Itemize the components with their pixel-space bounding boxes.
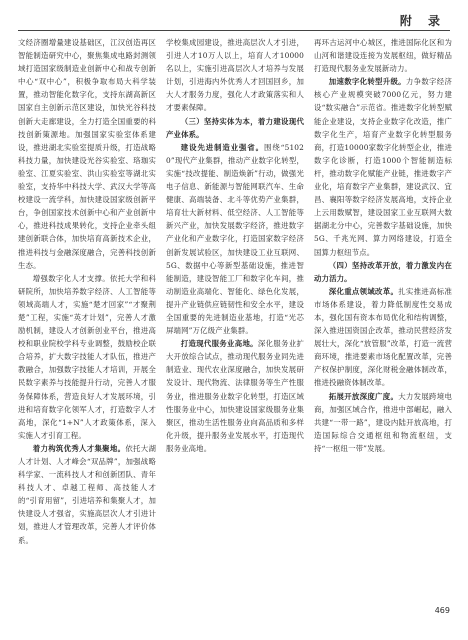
column-left (18, 36, 156, 598)
paragraph (18, 36, 156, 272)
paragraph-text: 增强数字化人才支撑。依托大学和科研院所，加快培养数字经济、人工智能等领域高端人才，实施“楚才回家”“才聚荆楚”工程，实施“英才计划”，完善人才激励机制，建设人才创新创业平台，推进高校和职业院校学科专业调整，鼓励校企联合培养，扩大数字技能人才队伍，推进产教融合，加强数字技能人才培训，开展全民数字素养与技能提升行动，完善人才服务保障体系，营造良好人才发展环境，引进和培育数字化领军人才，打造数字人才高地，深化“1+N”人才政策体系，深入实施人才引育工程。 (18, 273, 156, 440)
paragraph (166, 337, 304, 455)
paragraph-text: 学校集成园建设，推进高层次人才引进，引进人才10万人以上，培育人才10000名以上，实施引进高层次人才培养与发展计划，引进海内外优秀人才回国回乡，加大人才服务力度，强化人才政策落实和人才要素保障。 (166, 38, 304, 113)
paragraph-text: 再环古运河中心城区，推进国际化区和为山河和谐建设连接为发展枢纽，做好精品打造现代服务业发展新动力。 (314, 38, 452, 74)
paragraph (18, 272, 156, 442)
column-middle (166, 36, 304, 598)
paragraph (166, 115, 304, 141)
paragraph-lead: 着力构筑优秀人才集聚地。 (32, 443, 126, 453)
paragraph-text: 围绕“51020”现代产业集群，推动产业数字化转型，实施“技改提能、制造焕新”行动，做强光电子信息、新能源与智能网联汽车、生命健康、高端装备、北斗等优势产业集群，培育壮大新材料、低空经济、人工智能等新兴产业，加快发展数字经济，推进数字产业化和产业数字化，打造国家数字经济创新发展试验区，加快建设工业互联网、5G、数据中心等新型基础设施，推进智能制造，建设智能工厂和数字化车间，推动制造业高端化、智能化、绿色化发展，提升产业链供应链韧性和安全水平，建设全国重要的先进制造业基地，打造“光芯屏端网”万亿级产业集群。 (166, 142, 304, 336)
paragraph (314, 259, 452, 285)
paragraph (314, 75, 452, 258)
paragraph (166, 141, 304, 337)
paragraph (314, 285, 452, 390)
header-title: 附 录 (399, 14, 446, 28)
column-right (314, 36, 452, 598)
paragraph-text: 文经济圈增量建设基础区，江汉创造再区智能制造研究中心，聚焦集成电路封测领域打造国家级制造业创新中心和战专创新中心“双中心”，积极争取布局大科学装置，推动智能化数字化，支持东湖高新区国家自主创新示范区建设，加快光谷科技创新大走廊建设，全力打造全国重要的科技创新策源地。加强国家实验室体系建设，推进湖北实验室提质升级，打造战略科技力量，加快建设光谷实验室、珞珈实验室、江夏实验室、洪山实验室等湖北实验室，支持华中科技大学、武汉大学等高校建设一流学科，加快建设国家级创新平台，争创国家技术创新中心和产业创新中心，推进科技成果转化，支持企业牵头组建创新联合体，加快培育高新技术企业，推进科技与金融深度融合，完善科技创新生态。 (18, 38, 156, 270)
paragraph (314, 390, 452, 455)
paragraph-lead: 加速数字化转型升级。 (328, 77, 406, 87)
paragraph-lead: （三）坚持实体为本，着力建设现代产业体系。 (166, 116, 304, 139)
paragraph (314, 36, 452, 75)
paragraph-text: 大力发展跨境电商，加强区域合作，推进中部崛起，融入共建“一带一路”，建设内陆开放高地，打造国际综合交通枢纽和物流枢纽，支持“一枢纽一带”发展。 (314, 391, 452, 453)
paragraph-lead: （四）坚持改革开放，着力激发内在动力活力。 (314, 260, 452, 283)
paragraph-lead: 建设先进制造业强省。 (180, 142, 265, 152)
paragraph-lead: 打造现代服务业高地。 (180, 339, 258, 349)
header-rule (18, 30, 450, 31)
paragraph-text: 依托大湖人才计划、人才峰会“双品牌”，加强战略科学家、一流科技人才和创新团队、青年科技人才、卓越工程师、高技能人才的“引育用留”，引进培养和集聚人才，加快建设人才强省，实施高层次人才引进计划，推进人才管理改革，完善人才评价体系。 (18, 443, 156, 545)
paragraph-lead: 拓展开放深度广度。 (328, 391, 399, 401)
page-header (18, 0, 450, 30)
page-number: 469 (434, 606, 450, 615)
paragraph-text: 扎实推进高标准市场体系建设，着力降低制度性交易成本，强化国有资本布局优化和结构调整，深入推进国资国企改革，推动民营经济发展壮大，深化“放管服”改革，打造一流营商环境，推进要素市场化配置改革，完善产权保护制度，深化财税金融体制改革，推进投融资体制改革。 (314, 286, 452, 388)
paragraph-text: 深化服务业扩大开放综合试点，推动现代服务业同先进制造业、现代农业深度融合，加快发展研发设计、现代物流、法律服务等生产性服务业，推进服务业数字化转型，打造区域性服务业中心，加快建设国家级服务业集聚区，推动生活性服务业向高品质和多样化升级，提升服务业发展水平，打造现代服务业高地。 (166, 339, 304, 453)
paragraph-text: 力争数字经济核心产业规模突破7000亿元，努力建设“数实融合”示范省。推进数字化转型赋能企业建设，支持企业数字化改造，推广数字化生产，培育产业数字化转型服务商，打造10000家数字化转型企业，推进数字化诊断，打造1000个智能制造标杆，推动数字化赋能产业链，推进数字产业化，培育数字产业集群，建设武汉、宜昌、襄阳等数字经济发展高地，支持企业上云用数赋智，建设国家工业互联网大数据湖北分中心，完善数字基础设施，加快5G、千兆光网、算力网络建设，打造全国算力枢纽节点。 (314, 77, 452, 257)
paragraph (166, 36, 304, 115)
paragraph-lead: 深化重点领域改革。 (328, 286, 399, 296)
text-columns (18, 36, 452, 598)
paragraph (18, 442, 156, 547)
